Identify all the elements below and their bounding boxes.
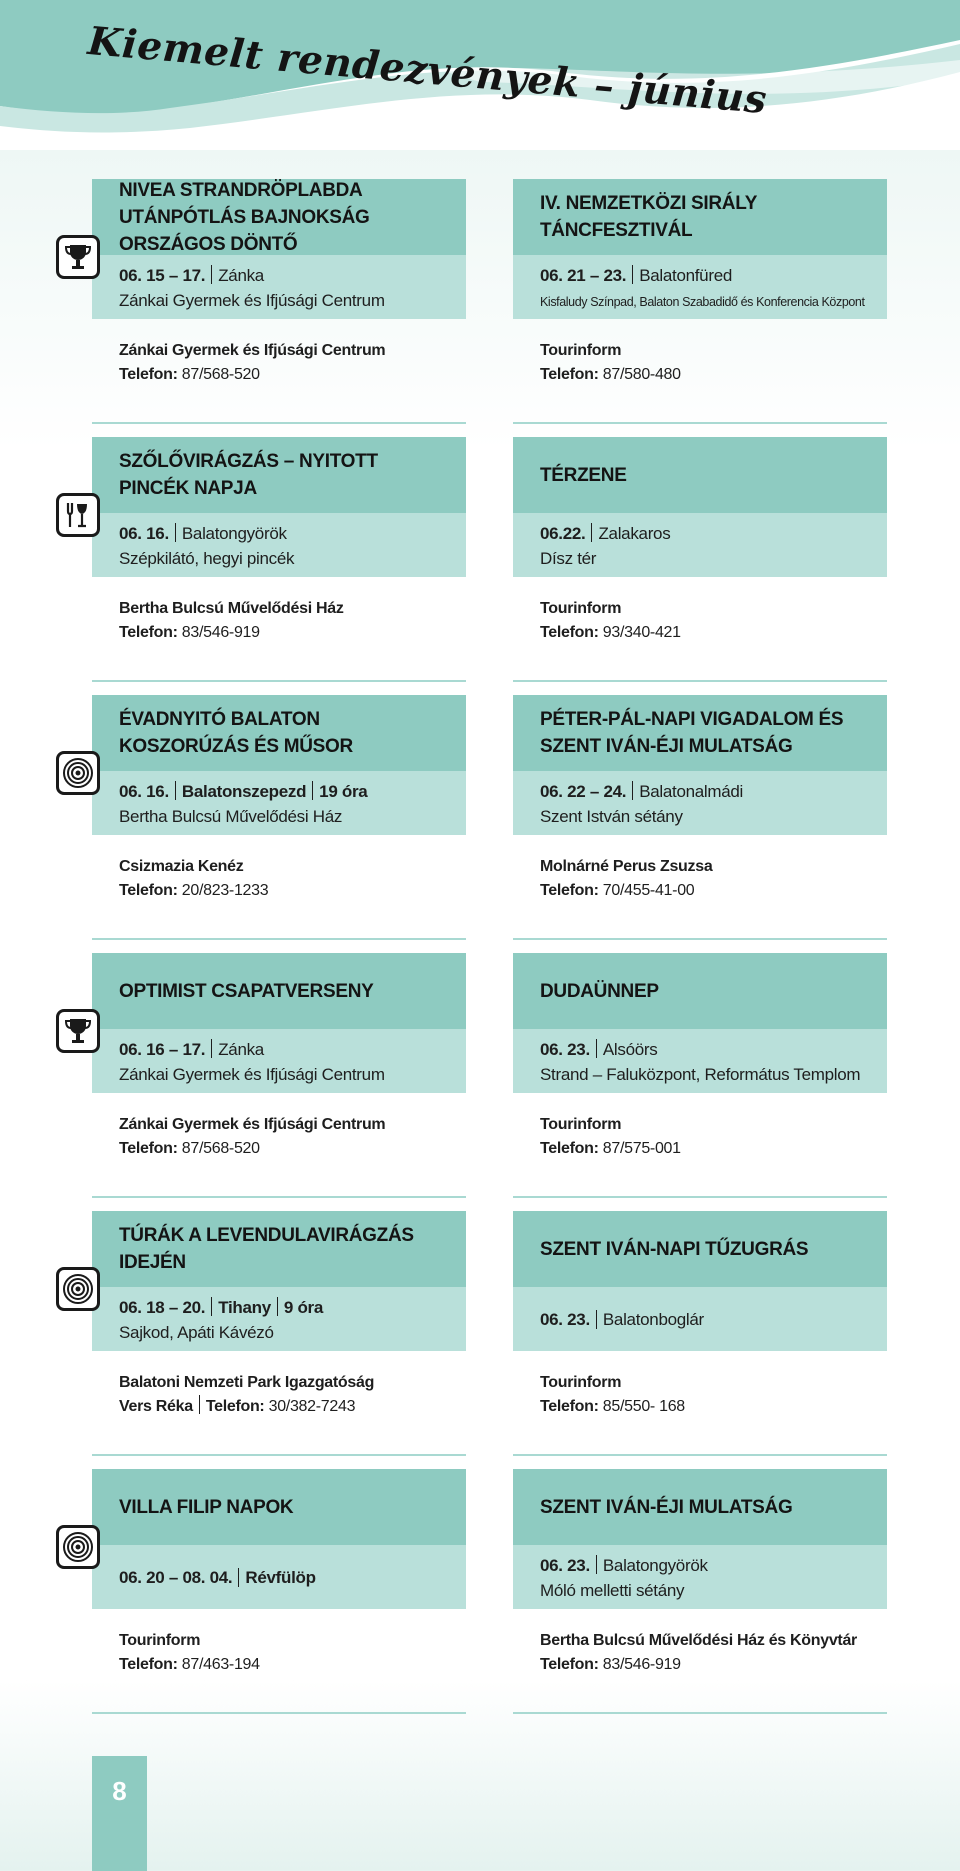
event-when-where xyxy=(92,771,466,835)
event-organizer: Csizmazia Kenéz xyxy=(119,858,244,875)
event-card xyxy=(513,179,887,424)
phone-label: Telefon: xyxy=(540,1398,599,1415)
event-place: Balatonfüred xyxy=(639,266,733,285)
phone-label: Telefon: xyxy=(540,366,599,383)
event-when-where xyxy=(92,255,466,319)
event-contact xyxy=(92,319,466,387)
event-organizer: Zánkai Gyermek és Ifjúsági Centrum xyxy=(119,1116,386,1133)
phone-label: Telefon: xyxy=(119,624,178,641)
phone-number: 87/580-480 xyxy=(602,366,681,383)
phone-label: Telefon: xyxy=(119,366,178,383)
event-place: Zánka xyxy=(218,1040,264,1059)
phone-label: Telefon: xyxy=(540,624,599,641)
event-venue: Sajkod, Apáti Kávézó xyxy=(119,1323,274,1342)
page-title: Kiemelt rendezvények – június xyxy=(85,18,769,124)
event-venue: Zánkai Gyermek és Ifjúsági Centrum xyxy=(119,291,385,310)
separator xyxy=(277,1297,278,1316)
event-date: 06.22. xyxy=(540,524,586,543)
event-title: DUDAÜNNEP xyxy=(513,953,887,1029)
event-venue: Bertha Bulcsú Művelődési Ház xyxy=(119,807,343,826)
event-place: Balatonalmádi xyxy=(639,782,744,801)
event-time: 9 óra xyxy=(283,1298,324,1317)
contact-person: Vers Réka xyxy=(119,1398,193,1415)
phone-number: 83/546-919 xyxy=(181,624,260,641)
event-when-where xyxy=(92,1545,466,1609)
event-card xyxy=(92,953,466,1198)
event-title: SZENT IVÁN-NAPI TŰZUGRÁS xyxy=(513,1211,887,1287)
event-row xyxy=(92,695,888,953)
event-when-where xyxy=(92,513,466,577)
event-venue: Szent István sétány xyxy=(540,807,683,826)
event-contact xyxy=(513,1609,887,1677)
event-place: Alsóörs xyxy=(602,1040,658,1059)
event-place: Balatongyörök xyxy=(602,1556,708,1575)
phone-label: Telefon: xyxy=(119,882,178,899)
event-organizer: Balatoni Nemzeti Park Igazgatóság xyxy=(119,1374,375,1391)
separator xyxy=(312,781,313,800)
wine-dining-icon xyxy=(56,493,100,537)
phone-label: Telefon: xyxy=(119,1140,178,1157)
event-date: 06. 15 – 17. xyxy=(119,266,206,285)
trophy-icon xyxy=(56,1009,100,1053)
event-when-where xyxy=(513,513,887,577)
phone-label: Telefon: xyxy=(540,882,599,899)
event-title: TÚRÁK A LEVENDULAVIRÁGZÁS IDEJÉN xyxy=(92,1211,466,1287)
event-contact xyxy=(513,319,887,387)
event-venue: Kisfaludy Színpad, Balaton Szabadidő és Konferencia Központ xyxy=(540,295,865,309)
event-when-where xyxy=(513,1287,887,1351)
event-card xyxy=(513,1211,887,1456)
event-place: Tihany xyxy=(218,1298,271,1317)
event-contact xyxy=(513,1093,887,1161)
event-venue: Móló melletti sétány xyxy=(540,1581,685,1600)
event-when-where xyxy=(513,255,887,319)
event-date: 06. 16 – 17. xyxy=(119,1040,206,1059)
phone-number: 83/546-919 xyxy=(602,1656,681,1673)
event-contact xyxy=(92,1609,466,1677)
event-place: Balatonszepezd xyxy=(181,782,307,801)
event-when-where xyxy=(92,1029,466,1093)
event-place: Balatonboglár xyxy=(602,1309,704,1329)
event-date: 06. 21 – 23. xyxy=(540,266,627,285)
page-number: 8 xyxy=(92,1756,147,1871)
separator xyxy=(591,523,592,542)
event-venue: Szépkilátó, hegyi pincék xyxy=(119,549,295,568)
event-venue: Strand – Faluközpont, Református Templom xyxy=(540,1065,861,1084)
phone-number: 20/823-1233 xyxy=(181,882,269,899)
event-organizer: Bertha Bulcsú Művelődési Ház és Könyvtár xyxy=(540,1632,857,1649)
event-row xyxy=(92,953,888,1211)
event-title: IV. NEMZETKÖZI SIRÁLY TÁNCFESZTIVÁL xyxy=(513,179,887,255)
phone-number: 87/568-520 xyxy=(181,1140,260,1157)
event-title: OPTIMIST CSAPATVERSENY xyxy=(92,953,466,1029)
event-date: 06. 16. xyxy=(119,524,169,543)
phone-label: Telefon: xyxy=(205,1398,265,1415)
event-when-where xyxy=(513,1545,887,1609)
event-card xyxy=(92,1469,466,1714)
event-date: 06. 23. xyxy=(540,1040,590,1059)
phone-number: 87/463-194 xyxy=(181,1656,260,1673)
separator xyxy=(596,1555,597,1574)
page-header xyxy=(0,0,960,150)
event-date: 06. 23. xyxy=(540,1556,590,1575)
event-venue: Dísz tér xyxy=(540,549,597,568)
event-date: 06. 18 – 20. xyxy=(119,1298,206,1317)
phone-number: 87/575-001 xyxy=(602,1140,681,1157)
phone-label: Telefon: xyxy=(119,1656,178,1673)
event-organizer: Molnárné Perus Zsuzsa xyxy=(540,858,713,875)
event-time: 19 óra xyxy=(319,782,368,801)
event-grid xyxy=(92,179,888,1727)
event-title: PÉTER-PÁL-NAPI VIGADALOM ÉS SZENT IVÁN-ÉJI MULATSÁG xyxy=(513,695,887,771)
separator xyxy=(238,1568,239,1587)
event-title: SZENT IVÁN-ÉJI MULATSÁG xyxy=(513,1469,887,1545)
event-when-where xyxy=(513,771,887,835)
separator xyxy=(632,781,633,800)
event-card xyxy=(513,1469,887,1714)
phone-label: Telefon: xyxy=(540,1656,599,1673)
separator xyxy=(596,1310,597,1329)
event-organizer: Tourinform xyxy=(540,600,622,617)
separator xyxy=(596,1039,597,1058)
event-title: TÉRZENE xyxy=(513,437,887,513)
target-icon xyxy=(56,1525,100,1569)
event-contact xyxy=(92,577,466,645)
event-card xyxy=(92,1211,466,1456)
phone-label: Telefon: xyxy=(540,1140,599,1157)
event-organizer: Tourinform xyxy=(119,1632,201,1649)
separator xyxy=(175,523,176,542)
event-row xyxy=(92,1211,888,1469)
event-contact xyxy=(92,1093,466,1161)
event-row xyxy=(92,1469,888,1727)
event-row xyxy=(92,179,888,437)
event-place: Zalakaros xyxy=(598,524,671,543)
event-place: Révfülöp xyxy=(245,1567,316,1587)
phone-number: 93/340-421 xyxy=(602,624,681,641)
event-organizer: Zánkai Gyermek és Ifjúsági Centrum xyxy=(119,342,386,359)
separator xyxy=(211,1297,212,1316)
event-when-where xyxy=(92,1287,466,1351)
event-organizer: Tourinform xyxy=(540,1374,622,1391)
separator xyxy=(175,781,176,800)
event-card xyxy=(513,437,887,682)
event-contact xyxy=(92,1351,466,1419)
phone-number: 85/550- 168 xyxy=(602,1398,685,1415)
target-icon xyxy=(56,751,100,795)
event-card xyxy=(92,179,466,424)
event-date: 06. 16. xyxy=(119,782,169,801)
phone-number: 87/568-520 xyxy=(181,366,260,383)
event-title: SZŐLŐVIRÁGZÁS – NYITOTT PINCÉK NAPJA xyxy=(92,437,466,513)
event-when-where xyxy=(513,1029,887,1093)
event-date: 06. 22 – 24. xyxy=(540,782,627,801)
event-venue: Zánkai Gyermek és Ifjúsági Centrum xyxy=(119,1065,385,1084)
event-card xyxy=(513,953,887,1198)
event-contact xyxy=(513,1351,887,1419)
event-row xyxy=(92,437,888,695)
event-contact xyxy=(513,577,887,645)
event-card xyxy=(92,695,466,940)
event-title: ÉVADNYITÓ BALATON KOSZORÚZÁS ÉS MŰSOR xyxy=(92,695,466,771)
event-date: 06. 23. xyxy=(540,1309,590,1329)
phone-number: 70/455-41-00 xyxy=(602,882,695,899)
event-card xyxy=(513,695,887,940)
event-place: Zánka xyxy=(218,266,264,285)
event-organizer: Tourinform xyxy=(540,342,622,359)
trophy-icon xyxy=(56,235,100,279)
event-organizer: Tourinform xyxy=(540,1116,622,1133)
event-date: 06. 20 – 08. 04. xyxy=(119,1567,233,1587)
phone-number: 30/382-7243 xyxy=(268,1398,356,1415)
event-card xyxy=(92,437,466,682)
event-title: VILLA FILIP NAPOK xyxy=(92,1469,466,1545)
target-icon xyxy=(56,1267,100,1311)
separator xyxy=(211,1039,212,1058)
event-contact xyxy=(92,835,466,903)
event-place: Balatongyörök xyxy=(181,524,287,543)
separator xyxy=(211,265,212,284)
event-contact xyxy=(513,835,887,903)
separator xyxy=(632,265,633,284)
event-title: NIVEA STRANDRÖPLABDA UTÁNPÓTLÁS BAJNOKSÁG ORSZÁGOS DÖNTŐ xyxy=(92,179,466,255)
event-organizer: Bertha Bulcsú Művelődési Ház xyxy=(119,600,344,617)
separator xyxy=(199,1395,200,1414)
